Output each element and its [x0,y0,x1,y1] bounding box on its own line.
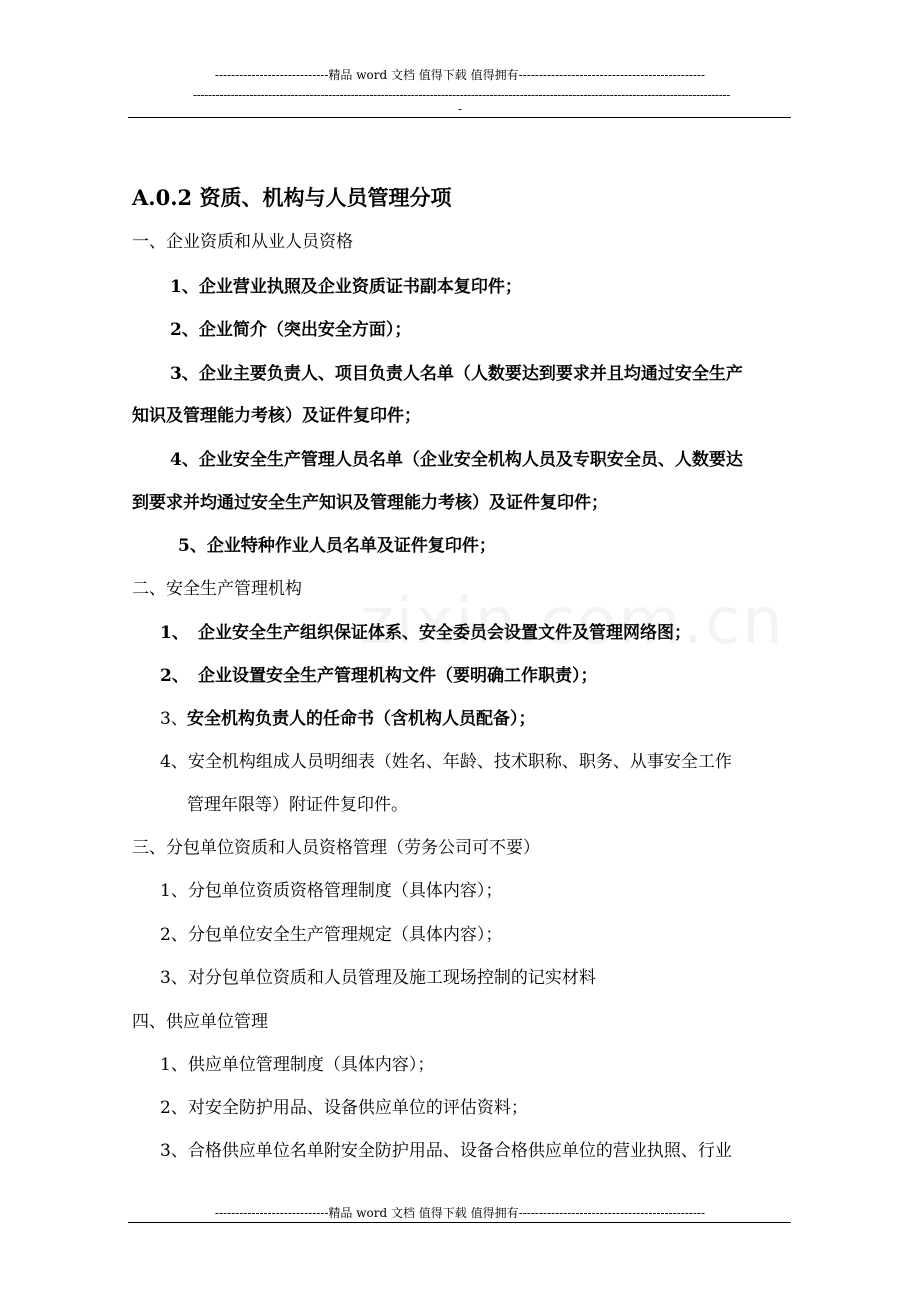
section-3-heading: 三、分包单位资质和人员资格管理（劳务公司可不要） [132,838,540,858]
footer-banner: ----------------------------精品 word 文档 值得下载 值得拥有---------------------------------------------- [214,1206,706,1220]
section-2-item-4-line-1: 4、安全机构组成人员明细表（姓名、年龄、技术职称、职务、从事安全工作 [160,752,732,772]
section-1-item-3-line-1: 3、企业主要负责人、项目负责人名单（人数要达到要求并且均通过安全生产 [170,364,743,384]
section-1-heading: 一、企业资质和从业人员资格 [132,232,353,252]
footer-rule [128,1222,791,1223]
section-4-heading: 四、供应单位管理 [132,1012,268,1032]
section-2-item-4-line-2: 管理年限等）附证件复印件。 [187,795,408,815]
section-2-item-2-number: 2、 [160,666,189,686]
section-2-item-3-number: 3、 [160,709,188,729]
section-1-item-1: 1、企业营业执照及企业资质证书副本复印件； [170,277,522,297]
section-1-item-4-line-1: 4、企业安全生产管理人员名单（企业安全机构人员及专职安全员、人数要达 [170,450,743,470]
section-3-item-2: 2、分包单位安全生产管理规定（具体内容）； [160,925,503,945]
header-dashes: ----------------------------------------------------------------------------------------------------------------------------------------------- [193,88,730,102]
section-2-item-1-text: 企业安全生产组织保证体系、安全委员会设置文件及管理网络图； [198,623,691,643]
section-3-item-3: 3、对分包单位资质和人员管理及施工现场控制的记实材料 [160,968,596,988]
section-1-item-5: 5、企业特种作业人员名单及证件复印件； [178,536,496,556]
section-4-item-1: 1、供应单位管理制度（具体内容）； [160,1055,435,1075]
section-2-item-1-number: 1、 [160,623,189,643]
header-rule [128,117,791,118]
section-2-item-3-text: 安全机构负责人的任命书（含机构人员配备）； [187,709,536,729]
section-1-item-2: 2、企业简介（突出安全方面）； [170,320,412,340]
section-3-item-1: 1、分包单位资质资格管理制度（具体内容）； [160,881,503,901]
section-1-item-4-line-2: 到要求并均通过安全生产知识及管理能力考核）及证件复印件； [132,493,608,513]
section-2-item-2-text: 企业设置安全生产管理机构文件（要明确工作职责）； [198,666,598,686]
section-2-heading: 二、安全生产管理机构 [132,579,302,599]
section-4-item-3: 3、合格供应单位名单附安全防护用品、设备合格供应单位的营业执照、行业 [160,1141,732,1161]
section-1-item-3-line-2: 知识及管理能力考核）及证件复印件； [132,406,421,426]
header-dash-tail: - [457,102,463,116]
document-title: A.0.2 资质、机构与人员管理分项 [132,185,452,210]
header-banner: ----------------------------精品 word 文档 值得下载 值得拥有---------------------------------------------- [214,68,706,82]
section-4-item-2: 2、对安全防护用品、设备供应单位的评估资料； [160,1098,528,1118]
